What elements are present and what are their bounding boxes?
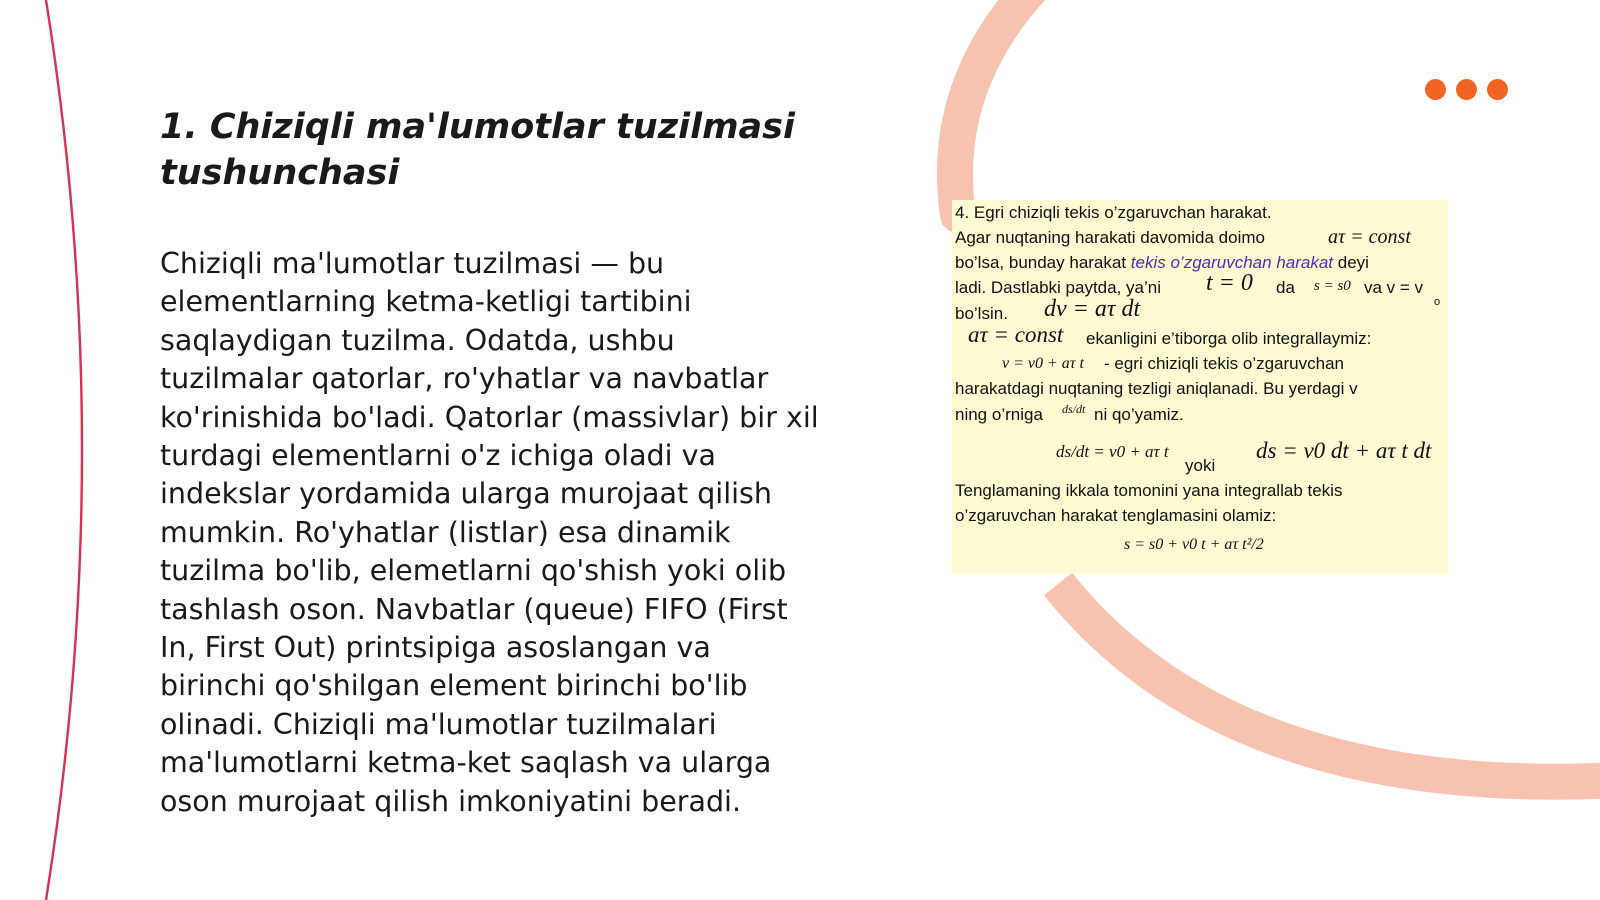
- panel-line: Tenglamaning ikkala tomonini yana integrallab tekis: [955, 481, 1343, 500]
- panel-small-mark: o: [1434, 296, 1441, 308]
- panel-line: va v = v: [1364, 278, 1424, 297]
- panel-text: deyi: [1337, 253, 1369, 272]
- formula-ds-dt: ds/dt: [1062, 402, 1086, 416]
- panel-line: harakatdagi nuqtaning tezligi aniqlanadi. Bu yerdagi v: [955, 379, 1358, 398]
- decorative-arc: [955, 0, 1030, 215]
- formula-velocity: v = v0 + aτ t: [1002, 355, 1084, 372]
- panel-line: Agar nuqtaning harakati davomida doimo: [955, 228, 1265, 247]
- highlighted-term: tekis o’zgaruvchan harakat: [1130, 253, 1334, 272]
- formula-vector-const: aτ = const: [968, 322, 1064, 347]
- panel-line: da: [1276, 278, 1295, 297]
- panel-line: ning o’rniga: [955, 405, 1043, 424]
- decorative-arc-lower: [1058, 584, 1600, 782]
- formula-t0: t = 0: [1206, 270, 1253, 296]
- panel-text: bo’lsa, bunday harakat: [955, 253, 1127, 272]
- panel-line: o’zgaruvchan harakat tenglamasini olamiz:: [955, 506, 1277, 525]
- panel-line: ekanligini e’tiborga olib integrallaymiz:: [1086, 329, 1372, 348]
- slide-body-text: Chiziqli ma'lumotlar tuzilmasi — bu elementlarning ketma-ketligi tartibini saqlaydigan tuzilma. Odatda, ushbu tuzilmalar qatorlar, ro'yhatlar va navbatlar ko'rinishida bo'ladi. Qatorlar (massivlar) bir xil turdagi elementlarni o'z ichiga oladi va indekslar yordamida ularga murojaat qilish mumkin. Ro'yhatlar (listlar) esa dinamik tuzilma bo'lib, elemetlarni qo'shish yoki olib tashlash oson. Navbatlar (queue) FIFO (First In, First Out) printsipiga asoslangan va birinchi qo'shilgan element birinchi bo'lib olinadi. Chiziqli ma'lumotlar tuzilmalari ma'lumotlarni ketma-ket saqlash va ularga oson murojaat qilish imkoniyatini beradi.: [160, 247, 819, 818]
- panel-line: [955, 253, 1369, 273]
- formula-dv: dv = aτ dt: [1044, 296, 1141, 322]
- formula-s0: s = s0: [1314, 278, 1351, 294]
- left-edge-line: [46, 0, 82, 900]
- dot-icon: [1456, 79, 1477, 100]
- formula-dsdt-velocity: ds/dt = v0 + aτ t: [1056, 442, 1169, 461]
- formula-position: s = s0 + v0 t + aτ t²/2: [1124, 536, 1264, 553]
- panel-line: ladi. Dastlabki paytda, ya’ni: [955, 278, 1162, 297]
- panel-line: yoki: [1185, 456, 1216, 475]
- panel-line: 4. Egri chiziqli tekis o’zgaruvchan harakat.: [955, 203, 1272, 222]
- dot-icon: [1425, 79, 1446, 100]
- panel-line: bo’lsin.: [955, 304, 1008, 323]
- panel-line: ni qo’yamiz.: [1094, 405, 1184, 424]
- more-options-dots: [1425, 79, 1508, 100]
- panel-line: - egri chiziqli tekis o’zgaruvchan: [1104, 354, 1344, 373]
- dot-icon: [1487, 79, 1508, 100]
- slide-title: 1. Chiziqli ma'lumotlar tuzilmasi tushunchasi: [160, 107, 795, 193]
- formula-a-const: aτ = const: [1328, 226, 1411, 248]
- formula-ds: ds = v0 dt + aτ t dt: [1256, 438, 1432, 463]
- physics-formula-panel: [952, 200, 1448, 574]
